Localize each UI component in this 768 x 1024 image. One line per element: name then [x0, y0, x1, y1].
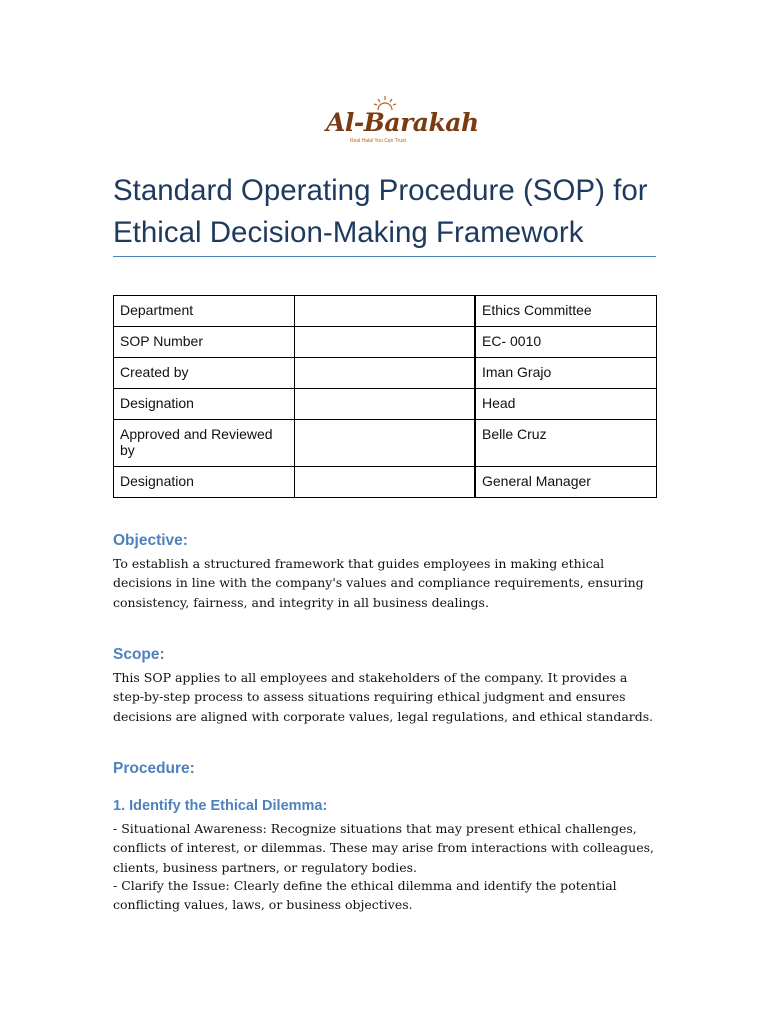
company-logo: [326, 94, 479, 150]
row-middle: [295, 327, 476, 358]
table-row: [114, 389, 657, 420]
sop-info-table: [113, 295, 657, 498]
row-label: Created by: [114, 358, 295, 389]
objective-heading: Objective:: [113, 532, 188, 549]
row-value: Head: [475, 389, 657, 420]
row-value: EC- 0010: [475, 327, 657, 358]
title-divider: [113, 256, 656, 257]
table-row: [114, 467, 657, 498]
row-middle: [295, 420, 476, 467]
table-row: [114, 327, 657, 358]
row-value: Ethics Committee: [475, 296, 657, 327]
row-label: Designation: [114, 389, 295, 420]
table-row: [114, 296, 657, 327]
step1-item-clarify: - Clarify the Issue: Clearly define the ethical dilemma and identify the potential conflicting values, laws, or business objectives.: [113, 878, 617, 913]
objective-text: To establish a structured framework that guides employees in making ethical decisions in line with the company's values and compliance requirements, ensuring consistency, fairness, and integrity in all business dealings.: [113, 556, 644, 610]
step1-heading: 1. Identify the Ethical Dilemma:: [113, 798, 328, 814]
row-middle: [295, 389, 476, 420]
row-label: Approved and Reviewed by: [114, 420, 295, 467]
scope-heading: Scope:: [113, 646, 165, 663]
logo-wordmark: Al-Barakah: [326, 108, 479, 137]
row-middle: [295, 467, 476, 498]
logo-tagline: Real Halal You Can Trust: [350, 138, 406, 144]
row-label: Department: [114, 296, 295, 327]
row-label: SOP Number: [114, 327, 295, 358]
row-value: Belle Cruz: [475, 420, 657, 467]
step1-item-awareness: - Situational Awareness: Recognize situations that may present ethical challenges, conflicts of interest, or dilemmas. These may arise from interactions with colleagues, clients, business partners, or regulatory bodies.: [113, 821, 654, 875]
row-value: General Manager: [475, 467, 657, 498]
row-middle: [295, 296, 476, 327]
scope-text: This SOP applies to all employees and stakeholders of the company. It provides a step-by-step process to assess situations requiring ethical judgment and ensures decisions are aligned with corporate values, legal regulations, and ethical standards.: [113, 670, 654, 724]
table-row: [114, 420, 657, 467]
table-row: [114, 358, 657, 389]
row-label: Designation: [114, 467, 295, 498]
row-value: Iman Grajo: [475, 358, 657, 389]
document-title: Standard Operating Procedure (SOP) for Ethical Decision-Making Framework: [113, 174, 648, 249]
row-middle: [295, 358, 476, 389]
procedure-heading: Procedure:: [113, 760, 195, 777]
